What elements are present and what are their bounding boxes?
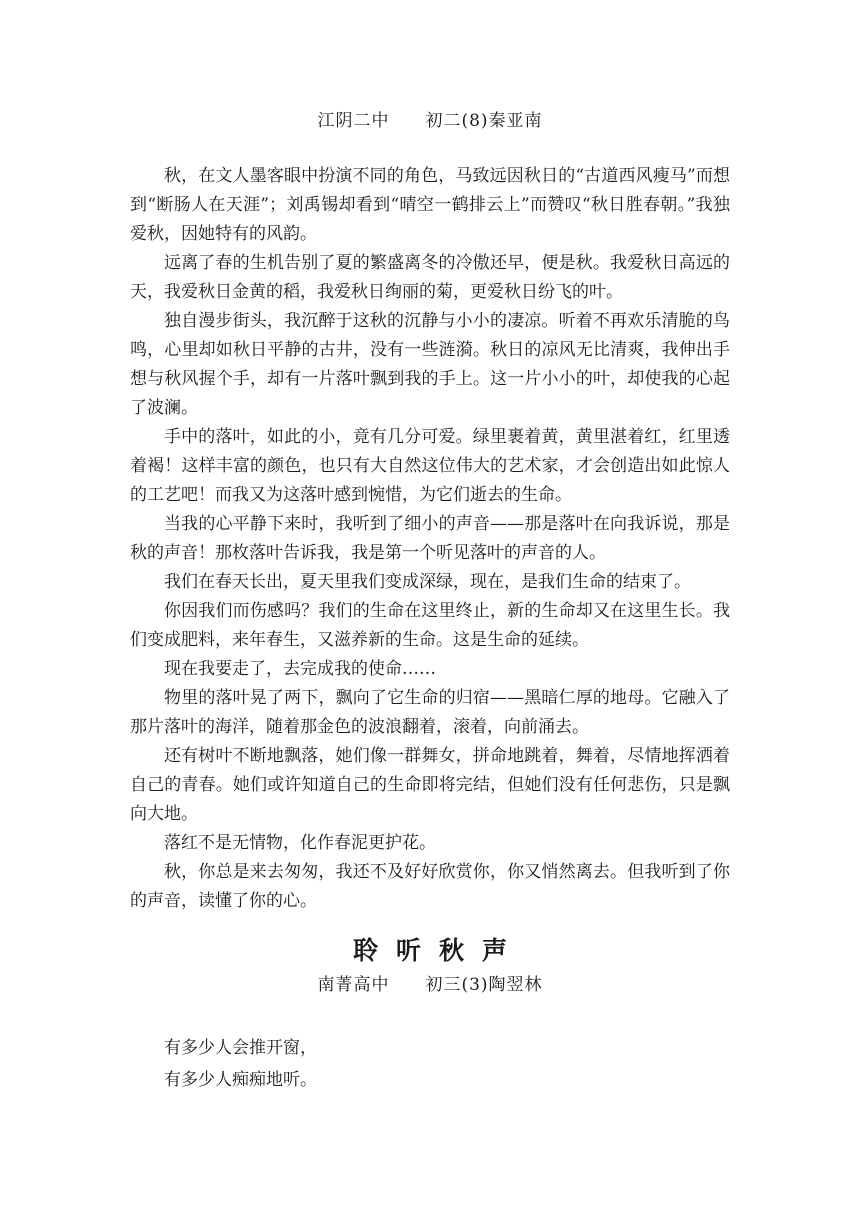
paragraph: 物里的落叶晃了两下，飘向了它生命的归宿——黑暗仁厚的地母。它融入了那片落叶的海洋，随着那金色的波浪翻着，滚着，向前涌去。 [130, 688, 730, 737]
article-2-poem [164, 1032, 317, 1096]
article-1-byline: 江阴二中 初二(8)秦亚南 [317, 111, 543, 131]
paragraph: 秋，在文人墨客眼中扮演不同的角色，马致远因秋日的“古道西风瘦马”而想到“断肠人在天涯”；刘禹锡却看到“晴空一鹤排云上”而赞叹“秋日胜春朝。”我独爱秋，因她特有的风韵。 [130, 166, 730, 244]
article-1-body [130, 162, 730, 916]
article-2-title: 聆听秋声 [352, 936, 525, 965]
article-2-byline: 南菁高中 初三(3)陶翌林 [317, 975, 543, 995]
paragraph: 远离了春的生机告别了夏的繁盛离冬的冷傲还早，便是秋。我爱秋日高远的天，我爱秋日金黄的稻，我爱秋日绚丽的菊，更爱秋日纷飞的叶。 [130, 253, 730, 302]
paragraph: 当我的心平静下来时，我听到了细小的声音——那是落叶在向我诉说，那是秋的声音！那枚落叶告诉我，我是第一个听见落叶的声音的人。 [130, 514, 730, 563]
paragraph: 还有树叶不断地飘落，她们像一群舞女，拼命地跳着，舞着，尽情地挥洒着自己的青春。她们或许知道自己的生命即将完结，但她们没有任何悲伤，只是飘向大地。 [130, 746, 730, 824]
paragraph: 我们在春天长出，夏天里我们变成深绿，现在，是我们生命的结束了。 [164, 572, 691, 592]
paragraph: 独自漫步街头，我沉醉于这秋的沉静与小小的凄凉。听着不再欢乐清脆的鸟鸣，心里却如秋日平静的古井，没有一些涟漪。秋日的凉风无比清爽，我伸出手想与秋风握个手，却有一片落叶飘到我的手上。这一片小小的叶，却使我的心起了波澜。 [130, 311, 730, 418]
paragraph: 现在我要走了，去完成我的使命…… [164, 659, 436, 679]
poem-line: 有多少人痴痴地听。 [164, 1070, 317, 1090]
poem-line: 有多少人会推开窗， [164, 1038, 317, 1058]
paragraph: 秋，你总是来去匆匆，我还不及好好欣赏你，你又悄然离去。但我听到了你的声音，读懂了你的心。 [130, 862, 730, 911]
paragraph: 手中的落叶，如此的小，竟有几分可爱。绿里裹着黄，黄里湛着红，红里透着褐！这样丰富的颜色，也只有大自然这位伟大的艺术家，才会创造出如此惊人的工艺吧！而我又为这落叶感到惋惜，为它们逝去的生命。 [130, 427, 730, 505]
paragraph: 你因我们而伤感吗？我们的生命在这里终止，新的生命却又在这里生长。我们变成肥料，来年春生，又滋养新的生命。这是生命的延续。 [130, 601, 730, 650]
paragraph: 落红不是无情物，化作春泥更护花。 [164, 833, 436, 853]
